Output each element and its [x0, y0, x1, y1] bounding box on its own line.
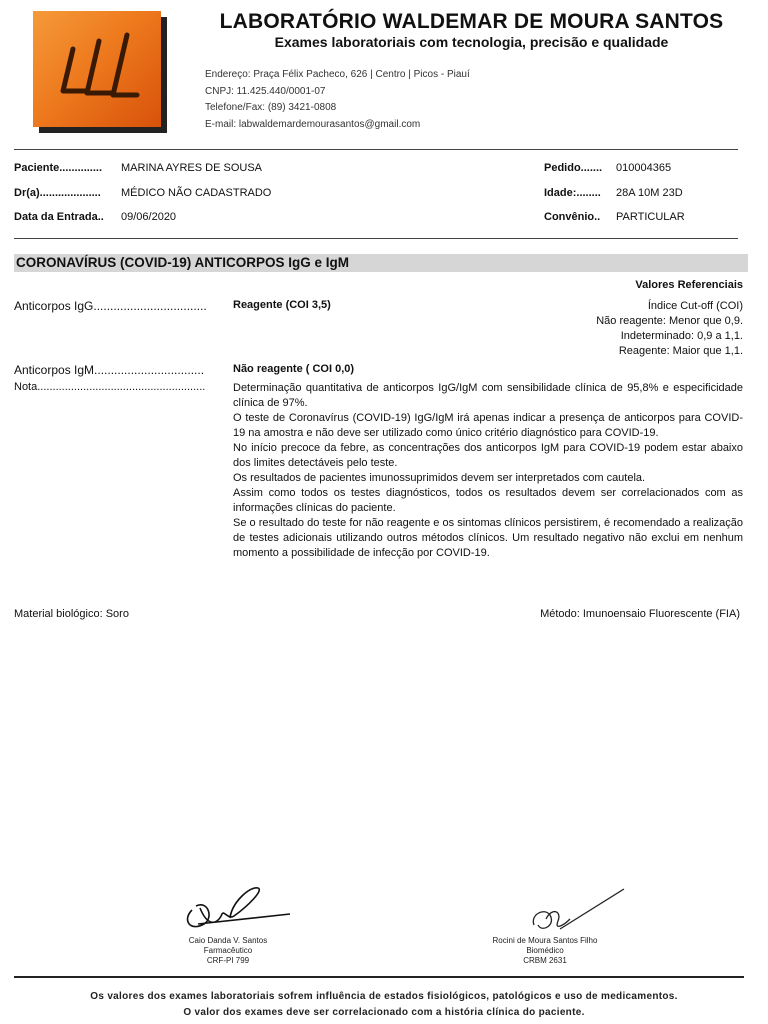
- pedido-value: 010004365: [616, 162, 672, 174]
- ref-line: Indeterminado: 0,9 a 1,1.: [620, 330, 743, 342]
- lab-phone: Telefone/Fax: (89) 3421-0808: [205, 102, 337, 113]
- lab-email: E-mail: labwaldemardemourasantos@gmail.com: [205, 119, 421, 130]
- igm-label: Anticorpos IgM.................................: [14, 363, 205, 377]
- signer-name: Caio Danda V. Santos: [188, 936, 268, 945]
- divider-top: [14, 149, 738, 150]
- ref-line: Não reagente: Menor que 0,9.: [596, 315, 743, 327]
- nota-paragraph: Os resultados de pacientes imunossuprimidos devem ser interpretados com cautela.: [233, 472, 646, 484]
- nota-paragraph: No início precoce da febre, as concentrações dos anticorpos IgM para COVID-19 podem estar abaixo dos limites detectáveis pelo teste.: [233, 442, 743, 469]
- lab-cnpj: CNPJ: 11.425.440/0001-07: [205, 86, 326, 97]
- idade-label: Idade:........: [544, 187, 601, 199]
- paciente-label: Paciente..............: [14, 162, 103, 174]
- igm-result: Não reagente ( COI 0,0): [233, 363, 355, 375]
- paciente-value: MARINA AYRES DE SOUSA: [121, 162, 263, 174]
- nota-label: Nota.......................................................: [14, 381, 206, 393]
- pedido-label: Pedido.......: [544, 162, 603, 174]
- ref-line: Reagente: Maior que 1,1.: [618, 345, 743, 357]
- lab-name: LABORATÓRIO WALDEMAR DE MOURA SANTOS: [219, 10, 724, 33]
- nota-paragraph: Assim como todos os testes diagnósticos, todos os resultados devem ser correlacionados com as informações clínicas do paciente.: [233, 487, 743, 514]
- divider-footer: [14, 976, 744, 978]
- signature-right-scribble: [520, 885, 630, 940]
- dr-label: Dr(a)....................: [14, 187, 101, 199]
- lab-logo: [33, 11, 161, 127]
- ref-values-title: Valores Referenciais: [635, 279, 743, 291]
- convenio-value: PARTICULAR: [616, 211, 685, 223]
- footer-line-1: Os valores dos exames laboratoriais sofrem influência de estados fisiológicos, patológicos e uso de medicamentos.: [90, 991, 678, 1002]
- idade-value: 28A 10M 23D: [616, 187, 683, 199]
- lab-tagline: Exames laboratoriais com tecnologia, precisão e qualidade: [274, 34, 669, 50]
- nota-paragraph: Determinação quantitativa de anticorpos IgG/IgM com sensibilidade clínica de 95,8% e especificidade clínica de 97%.: [233, 382, 743, 409]
- signer-name: Rocini de Moura Santos Filho: [492, 936, 598, 945]
- ref-values-list: [480, 299, 743, 359]
- igg-result: Reagente (COI 3,5): [233, 299, 331, 311]
- nota-paragraph: Se o resultado do teste for não reagente e os sintomas clínicos persistirem, é recomendado a realização de testes adicionais utilizando outros métodos clínicos. Um resultado negativo não exclui em nenhum momento a possibilidade de infecção por COVID-19.: [233, 517, 743, 559]
- convenio-label: Convênio..: [544, 211, 601, 223]
- signer-role: Farmacêutico: [203, 946, 253, 955]
- metodo: Método: Imunoensaio Fluorescente (FIA): [540, 608, 740, 620]
- nota-text: [233, 381, 743, 561]
- ref-line: Índice Cut-off (COI): [647, 300, 743, 312]
- signature-left-scribble: [178, 880, 298, 935]
- data-entrada-value: 09/06/2020: [121, 211, 177, 223]
- signature-left: [165, 936, 291, 966]
- data-entrada-label: Data da Entrada..: [14, 211, 104, 223]
- signer-reg: CRBM 2631: [523, 956, 567, 965]
- lab-logo-glyph: [33, 11, 161, 127]
- signer-reg: CRF-PI 799: [206, 956, 250, 965]
- footer-line-2: O valor dos exames deve ser correlacionado com a história clínica do paciente.: [183, 1007, 585, 1018]
- signature-right: [470, 936, 620, 966]
- dr-value: MÉDICO NÃO CADASTRADO: [121, 187, 272, 199]
- divider-patient: [14, 238, 738, 239]
- material-biologico: Material biológico: Soro: [14, 608, 129, 620]
- lab-address: Endereço: Praça Félix Pacheco, 626 | Centro | Picos - Piauí: [205, 69, 470, 80]
- nota-paragraph: O teste de Coronavírus (COVID-19) IgG/IgM irá apenas indicar a presença de anticorpos para COVID-19 na amostra e não deve ser utilizado como único critério diagnóstico para COVID-19.: [233, 412, 743, 439]
- igg-label: Anticorpos IgG..................................: [14, 299, 207, 313]
- exam-title: CORONAVÍRUS (COVID-19) ANTICORPOS IgG e IgM: [14, 254, 748, 272]
- signer-role: Biomédico: [526, 946, 564, 955]
